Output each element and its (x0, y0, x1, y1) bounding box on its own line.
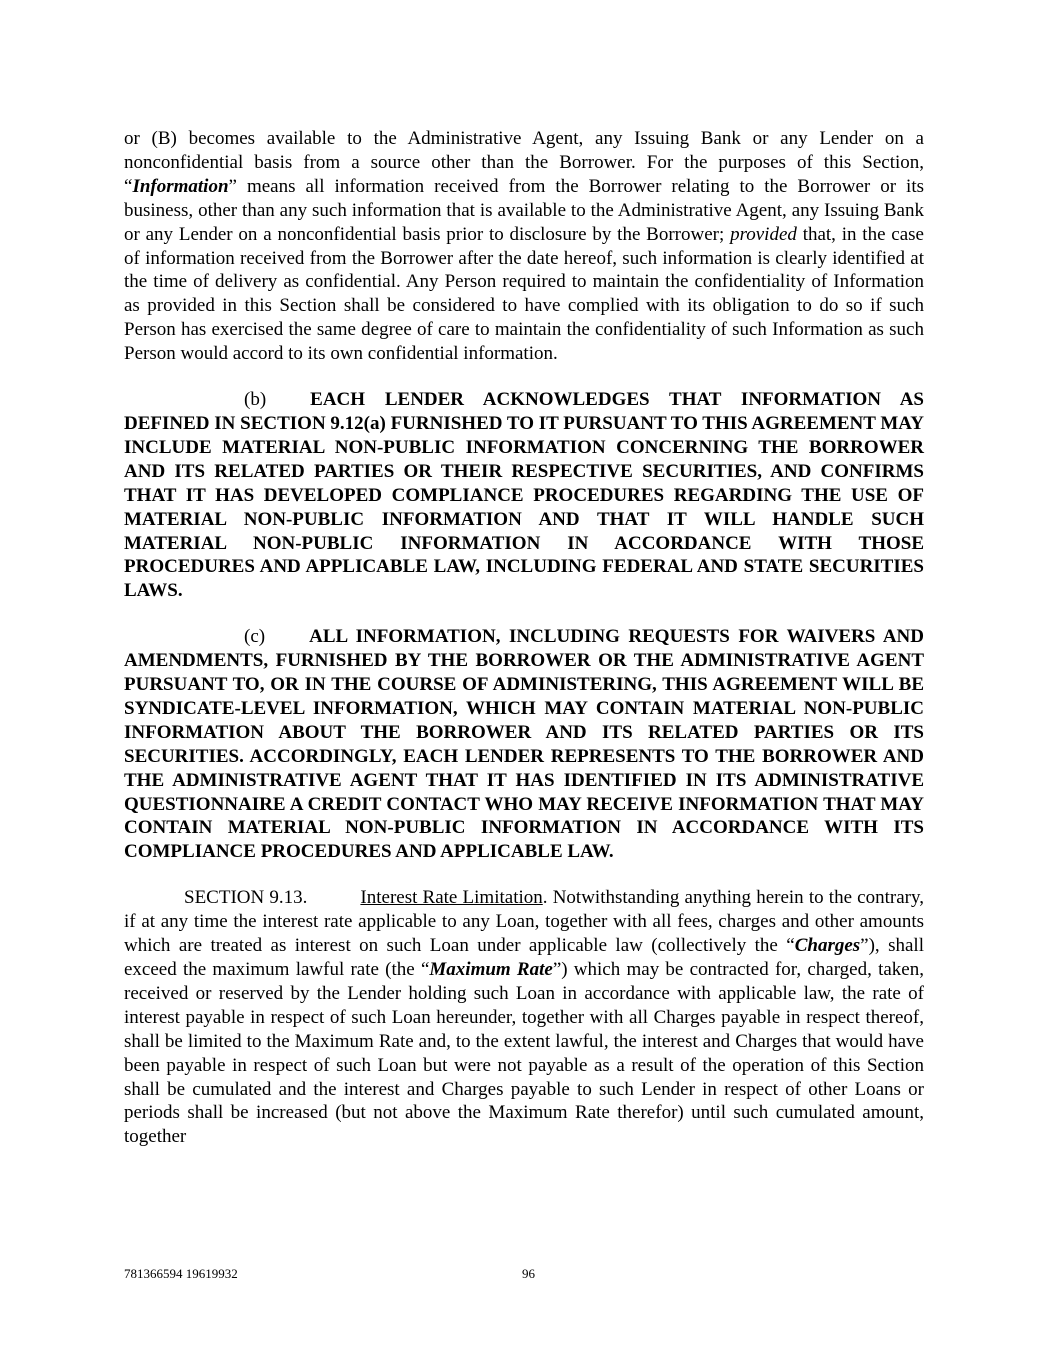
defined-term-information: Information (132, 175, 229, 197)
paragraph-c (124, 625, 924, 864)
para-a-text: or (B) becomes available to the Administrative Agent, any Issuing Bank or any Lender on a nonconfidential basis from a source other than the Borrower. For the purposes of this Section, “ (124, 128, 924, 197)
para-a-text: that, in the case of information received from the Borrower after the date hereof, such information is clearly identified at the time of delivery as confidential. Any Person required to maintain the confidentiality of Information as provided in this Section shall be considered to have complied with its obligation to do so if such Person has exercised the same degree of care to maintain the confidentiality of such Information as such Person would accord to its own confidential information. (124, 223, 924, 365)
para-a-text: ” means all information received from the Borrower relating to the Borrower or its business, other than any such information that is available to the Administrative Agent, any Issuing Bank or any Lender on a nonconfidential basis prior to disclosure by the Borrower; (124, 175, 924, 245)
paragraph-c-label: (c) (244, 626, 266, 648)
section-heading: Interest Rate Limitation (360, 887, 543, 909)
section-text: . Notwithstanding anything herein to the contrary, if at any time the interest rate applicable to any Loan, together with all fees, charges and other amounts which are treated as interest on such Loan under applicable law (collectively the “ (124, 887, 924, 957)
defined-term-maximum-rate: Maximum Rate (429, 959, 553, 980)
document-body (124, 127, 924, 1149)
footer-document-id: 781366594 19619932 (124, 1266, 238, 1281)
paragraph-c-text: ALL INFORMATION, INCLUDING REQUESTS FOR WAIVERS AND AMENDMENTS, FURNISHED BY THE BORROWER OR THE ADMINISTRATIVE AGENT PURSUANT TO, OR IN THE COURSE OF ADMINISTERING, THIS AGREEMENT WILL BE SYNDICATE-LEVEL INFORMATION, WHICH MAY CONTAIN MATERIAL NON-PUBLIC INFORMATION ABOUT THE BORROWER AND ITS RELATED PARTIES OR ITS SECURITIES. ACCORDINGLY, EACH LENDER REPRESENTS TO THE BORROWER AND THE ADMINISTRATIVE AGENT THAT IT HAS IDENTIFIED IN ITS ADMINISTRATIVE QUESTIONNAIRE A CREDIT CONTACT WHO MAY RECEIVE INFORMATION THAT MAY CONTAIN MATERIAL NON-PUBLIC INFORMATION IN ACCORDANCE WITH ITS COMPLIANCE PROCEDURES AND APPLICABLE LAW. (124, 626, 924, 863)
footer-page-number: 96 (522, 1266, 535, 1281)
paragraph-b-text: EACH LENDER ACKNOWLEDGES THAT INFORMATION AS DEFINED IN SECTION 9.12(a) FURNISHED TO IT PURSUANT TO THIS AGREEMENT MAY INCLUDE MATERIAL NON-PUBLIC INFORMATION CONCERNING THE BORROWER AND ITS RELATED PARTIES OR THEIR RESPECTIVE SECURITIES, AND CONFIRMS THAT IT HAS DEVELOPED COMPLIANCE PROCEDURES REGARDING THE USE OF MATERIAL NON-PUBLIC INFORMATION AND THAT IT WILL HANDLE SUCH MATERIAL NON-PUBLIC INFORMATION IN ACCORDANCE WITH THOSE PROCEDURES AND APPLICABLE LAW, INCLUDING FEDERAL AND STATE SECURITIES LAWS. (124, 389, 924, 602)
section-text: ”) which may be contracted for, charged, taken, received or reserved by the Lender holding such Loan in accordance with applicable law, the rate of interest payable in respect of such Loan hereunder, together with all Charges payable in respect thereof, shall be limited to the Maximum Rate and, to the extent lawful, the interest and Charges that would have been payable in respect of such Loan but were not payable as a result of the operation of this Section shall be cumulated and the interest and Charges payable to such Lender in respect of other Loans or periods shall be increased (but not above the Maximum Rate therefor) until such cumulated amount, together (124, 959, 924, 1148)
paragraph-b (124, 388, 924, 603)
section-number: SECTION 9.13. (184, 887, 308, 909)
defined-term-charges: Charges (794, 935, 861, 957)
section-text: ”), shall exceed the maximum lawful rate (the “ (124, 935, 924, 980)
paragraph-a-continuation (124, 127, 924, 366)
provided-term: provided (730, 223, 797, 245)
paragraph-b-label: (b) (244, 389, 267, 411)
section-9-13 (124, 886, 924, 1149)
